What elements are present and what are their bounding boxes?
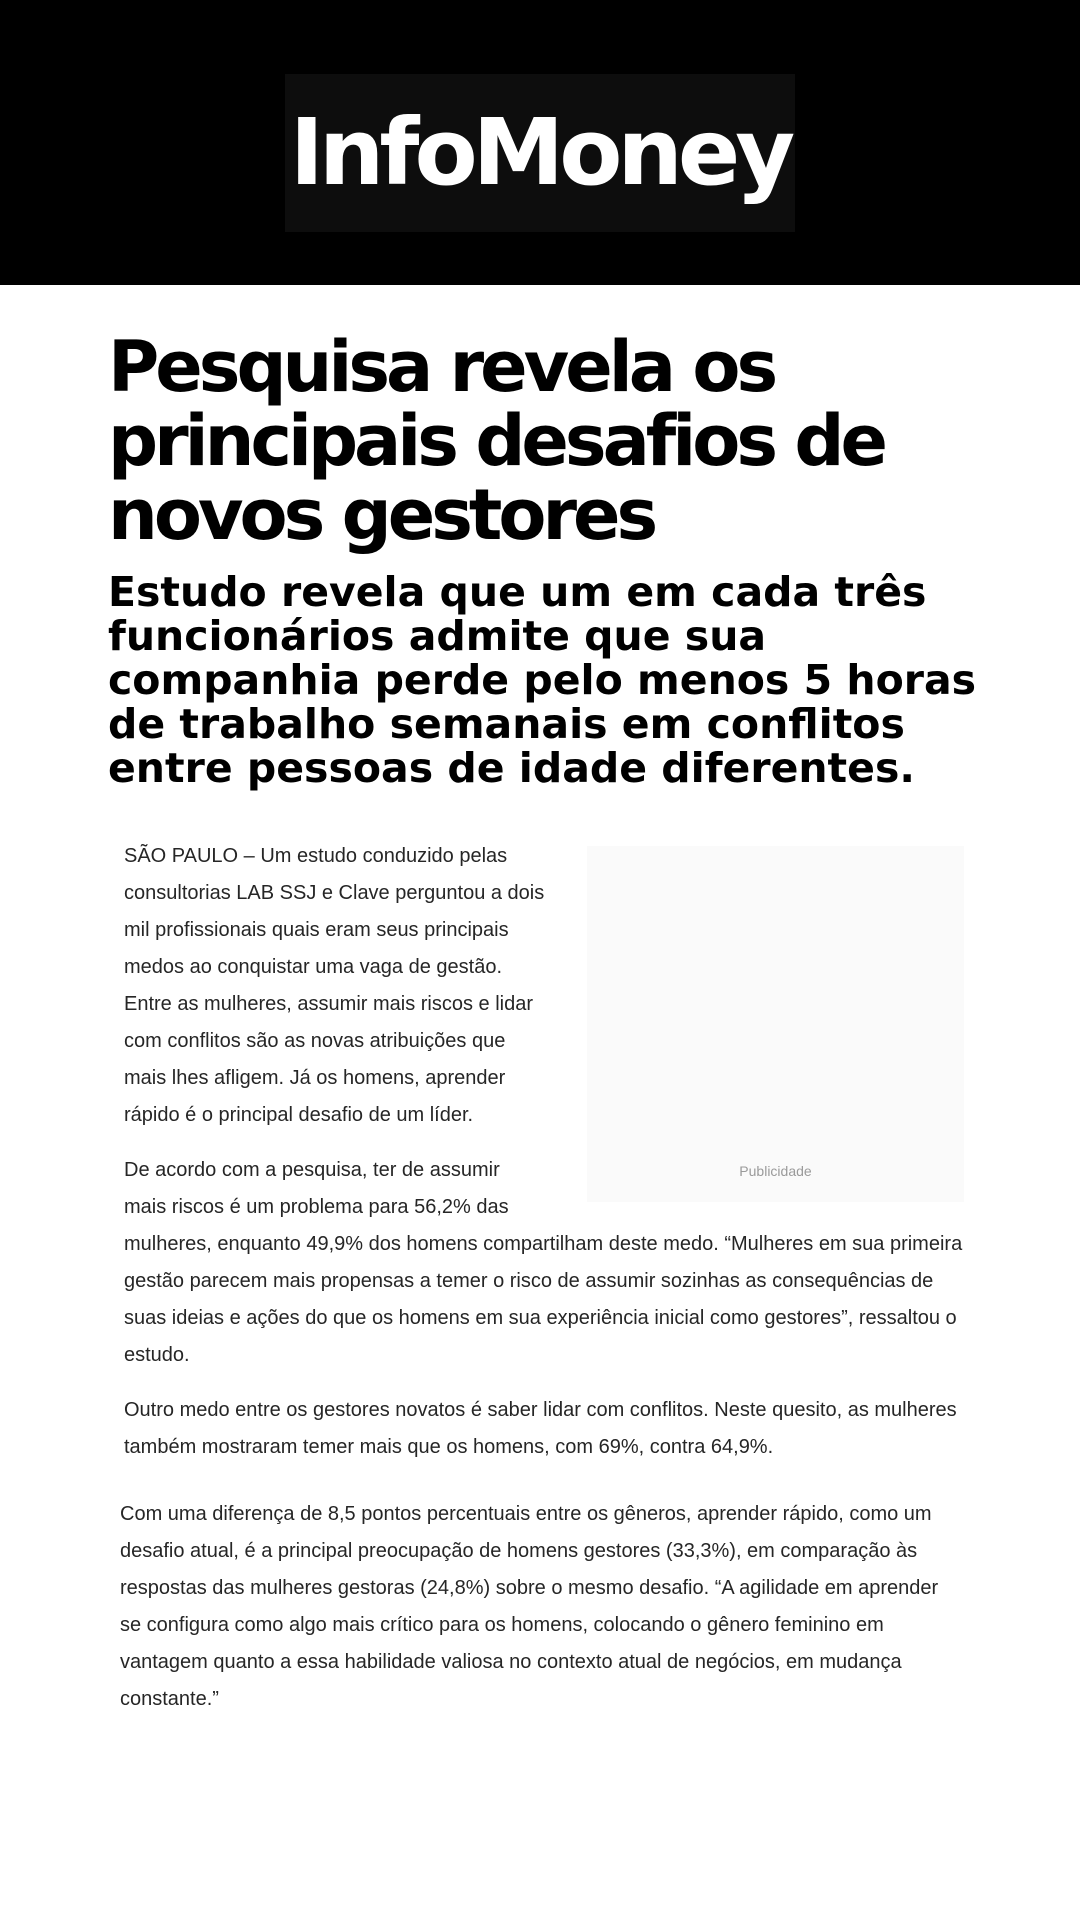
article-body	[120, 838, 964, 1736]
infomoney-logo[interactable]	[285, 74, 795, 232]
article-headline: Pesquisa revela os principais desafios de novos gestores	[108, 326, 884, 556]
article-paragraph: De acordo com a pesquisa, ter de assumir mais riscos é um problema para 56,2% das mulheres, enquanto 49,9% dos homens compartilham deste medo. “Mulheres em sua primeira gestão parecem mais propensas a temer o risco de assumir sozinhas as consequências de suas ideias e ações do que os homens em sua experiência inicial como gestores”, ressaltou o estudo.	[124, 1159, 963, 1366]
article-paragraph: Com uma diferença de 8,5 pontos percentuais entre os gêneros, aprender rápido, como um desafio atual, é a principal preocupação de homens gestores (33,3%), em comparação às respostas das mulheres gestoras (24,8%) sobre o mesmo desafio. “A agilidade em aprender se configura como algo mais crítico para os homens, colocando o gênero feminino em vantagem quanto a essa habilidade valiosa no contexto atual de negócios, em mudança constante.”	[120, 1503, 939, 1710]
article-subheadline: Estudo revela que um em cada três funcionários admite que sua companhia perde pelo menos 5 horas de trabalho semanais em conflitos entre pessoas de idade diferentes.	[108, 568, 977, 792]
ad-label: Publicidade	[739, 1163, 812, 1179]
article-paragraph: SÃO PAULO – Um estudo conduzido pelas consultorias LAB SSJ e Clave perguntou a dois mil profissionais quais eram seus principais medos ao conquistar uma vaga de gestão. Entre as mulheres, assumir mais riscos e lidar com conflitos são as novas atribuições que mais lhes afligem. Já os homens, aprender rápido é o principal desafio de um líder.	[124, 845, 545, 1126]
logo-text: InfoMoney	[289, 99, 791, 206]
site-header	[0, 0, 1080, 285]
ad-slot[interactable]	[587, 846, 964, 1202]
article-paragraph: Outro medo entre os gestores novatos é saber lidar com conflitos. Neste quesito, as mulheres também mostraram temer mais que os homens, com 69%, contra 64,9%.	[124, 1399, 957, 1458]
